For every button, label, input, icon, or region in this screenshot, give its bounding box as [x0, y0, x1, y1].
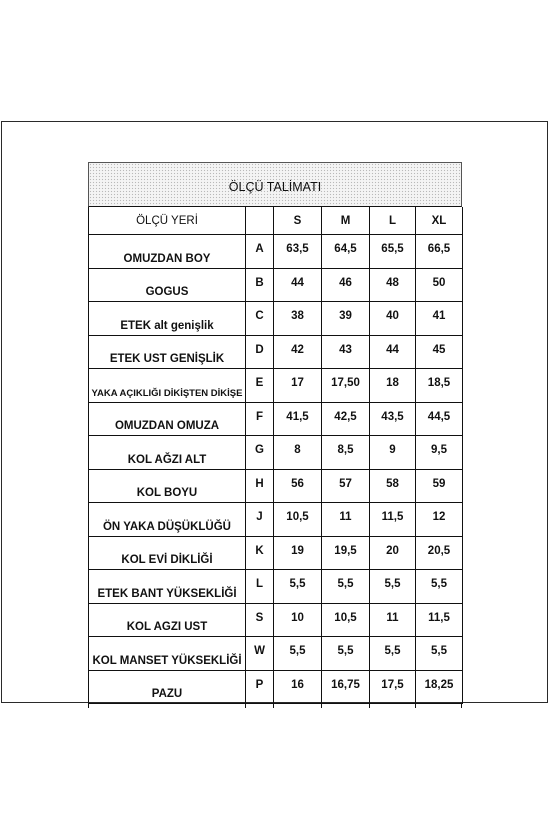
value-size-s: 19	[274, 536, 322, 570]
table-row	[89, 402, 463, 436]
value-size-xl: 18,5	[416, 369, 463, 403]
measurement-name: YAKA AÇIKLIĞI DİKİŞTEN DİKİŞE	[89, 369, 246, 403]
value-size-xl: 9,5	[416, 436, 463, 470]
value-size-s: 8	[274, 436, 322, 470]
measurement-code: S	[246, 603, 274, 637]
measurement-name: OMUZDAN OMUZA	[89, 402, 246, 436]
value-size-l: 48	[370, 268, 416, 302]
value-size-s: 5,5	[274, 637, 322, 671]
measurement-code: G	[246, 436, 274, 470]
value-size-l: 5,5	[370, 637, 416, 671]
value-size-xl: 45	[416, 335, 463, 369]
table-header-row	[89, 207, 463, 235]
value-size-xl: 41	[416, 302, 463, 336]
measurement-code: W	[246, 637, 274, 671]
measurement-name: PAZU	[89, 670, 246, 704]
value-size-s: 42	[274, 335, 322, 369]
value-size-xl: 20,5	[416, 536, 463, 570]
value-size-m: 46	[322, 268, 370, 302]
measurement-name: ETEK UST GENİŞLİK	[89, 335, 246, 369]
value-size-m: 16,75	[322, 670, 370, 704]
measurement-name: KOL EVİ DİKLİĞİ	[89, 536, 246, 570]
measurement-name: KOL AGZI UST	[89, 603, 246, 637]
table-row	[89, 603, 463, 637]
table-row	[89, 268, 463, 302]
value-size-xl: 12	[416, 503, 463, 537]
column-header-size-s: S	[274, 207, 322, 235]
measurement-name: ETEK alt genişlik	[89, 302, 246, 336]
value-size-m: 57	[322, 469, 370, 503]
value-size-xl: 44,5	[416, 402, 463, 436]
value-size-l: 17,5	[370, 670, 416, 704]
table-row	[89, 637, 463, 671]
measurement-code: E	[246, 369, 274, 403]
value-size-xl: 5,5	[416, 570, 463, 604]
value-size-xl: 59	[416, 469, 463, 503]
value-size-s: 10	[274, 603, 322, 637]
table-row	[89, 235, 463, 269]
column-header-size-m: M	[322, 207, 370, 235]
size-chart-title-bar	[88, 162, 462, 207]
size-chart-table	[88, 207, 463, 704]
table-row	[89, 536, 463, 570]
measurement-code: K	[246, 536, 274, 570]
value-size-l: 58	[370, 469, 416, 503]
table-row	[89, 670, 463, 704]
value-size-s: 44	[274, 268, 322, 302]
measurement-code: D	[246, 335, 274, 369]
table-row	[89, 369, 463, 403]
value-size-s: 63,5	[274, 235, 322, 269]
value-size-m: 42,5	[322, 402, 370, 436]
value-size-l: 11,5	[370, 503, 416, 537]
table-row	[89, 503, 463, 537]
value-size-l: 11	[370, 603, 416, 637]
value-size-l: 40	[370, 302, 416, 336]
table-row	[89, 469, 463, 503]
measurement-name: GOGUS	[89, 268, 246, 302]
value-size-xl: 66,5	[416, 235, 463, 269]
measurement-code: L	[246, 570, 274, 604]
measurement-name: KOL BOYU	[89, 469, 246, 503]
value-size-l: 18	[370, 369, 416, 403]
value-size-m: 5,5	[322, 570, 370, 604]
value-size-l: 65,5	[370, 235, 416, 269]
value-size-m: 11	[322, 503, 370, 537]
measurement-code: B	[246, 268, 274, 302]
value-size-m: 39	[322, 302, 370, 336]
measurement-code: P	[246, 670, 274, 704]
column-header-measurement: ÖLÇÜ YERİ	[89, 207, 246, 235]
value-size-l: 44	[370, 335, 416, 369]
value-size-l: 5,5	[370, 570, 416, 604]
measurement-code: C	[246, 302, 274, 336]
table-tail	[88, 704, 462, 708]
measurement-code: F	[246, 402, 274, 436]
measurement-code: A	[246, 235, 274, 269]
size-chart-title: ÖLÇÜ TALİMATI	[228, 179, 322, 194]
measurement-name: ETEK BANT YÜKSEKLİĞİ	[89, 570, 246, 604]
table-row	[89, 302, 463, 336]
value-size-s: 5,5	[274, 570, 322, 604]
value-size-xl: 11,5	[416, 603, 463, 637]
value-size-s: 17	[274, 369, 322, 403]
value-size-m: 17,50	[322, 369, 370, 403]
measurement-name: KOL AĞZI ALT	[89, 436, 246, 470]
measurement-name: KOL MANSET YÜKSEKLİĞİ	[89, 637, 246, 671]
measurement-code: H	[246, 469, 274, 503]
value-size-m: 64,5	[322, 235, 370, 269]
measurement-name: ÖN YAKA DÜŞÜKLÜĞÜ	[89, 503, 246, 537]
value-size-m: 8,5	[322, 436, 370, 470]
value-size-m: 10,5	[322, 603, 370, 637]
value-size-s: 41,5	[274, 402, 322, 436]
value-size-xl: 18,25	[416, 670, 463, 704]
value-size-s: 38	[274, 302, 322, 336]
value-size-l: 9	[370, 436, 416, 470]
value-size-xl: 50	[416, 268, 463, 302]
size-chart-sheet	[88, 162, 462, 708]
table-row	[89, 436, 463, 470]
value-size-s: 16	[274, 670, 322, 704]
measurement-name: OMUZDAN BOY	[89, 235, 246, 269]
value-size-l: 43,5	[370, 402, 416, 436]
table-row	[89, 335, 463, 369]
value-size-s: 56	[274, 469, 322, 503]
column-header-code	[246, 207, 274, 235]
value-size-m: 5,5	[322, 637, 370, 671]
value-size-l: 20	[370, 536, 416, 570]
value-size-m: 19,5	[322, 536, 370, 570]
value-size-m: 43	[322, 335, 370, 369]
table-row	[89, 570, 463, 604]
measurement-code: J	[246, 503, 274, 537]
column-header-size-xl: XL	[416, 207, 463, 235]
value-size-xl: 5,5	[416, 637, 463, 671]
column-header-size-l: L	[370, 207, 416, 235]
value-size-s: 10,5	[274, 503, 322, 537]
